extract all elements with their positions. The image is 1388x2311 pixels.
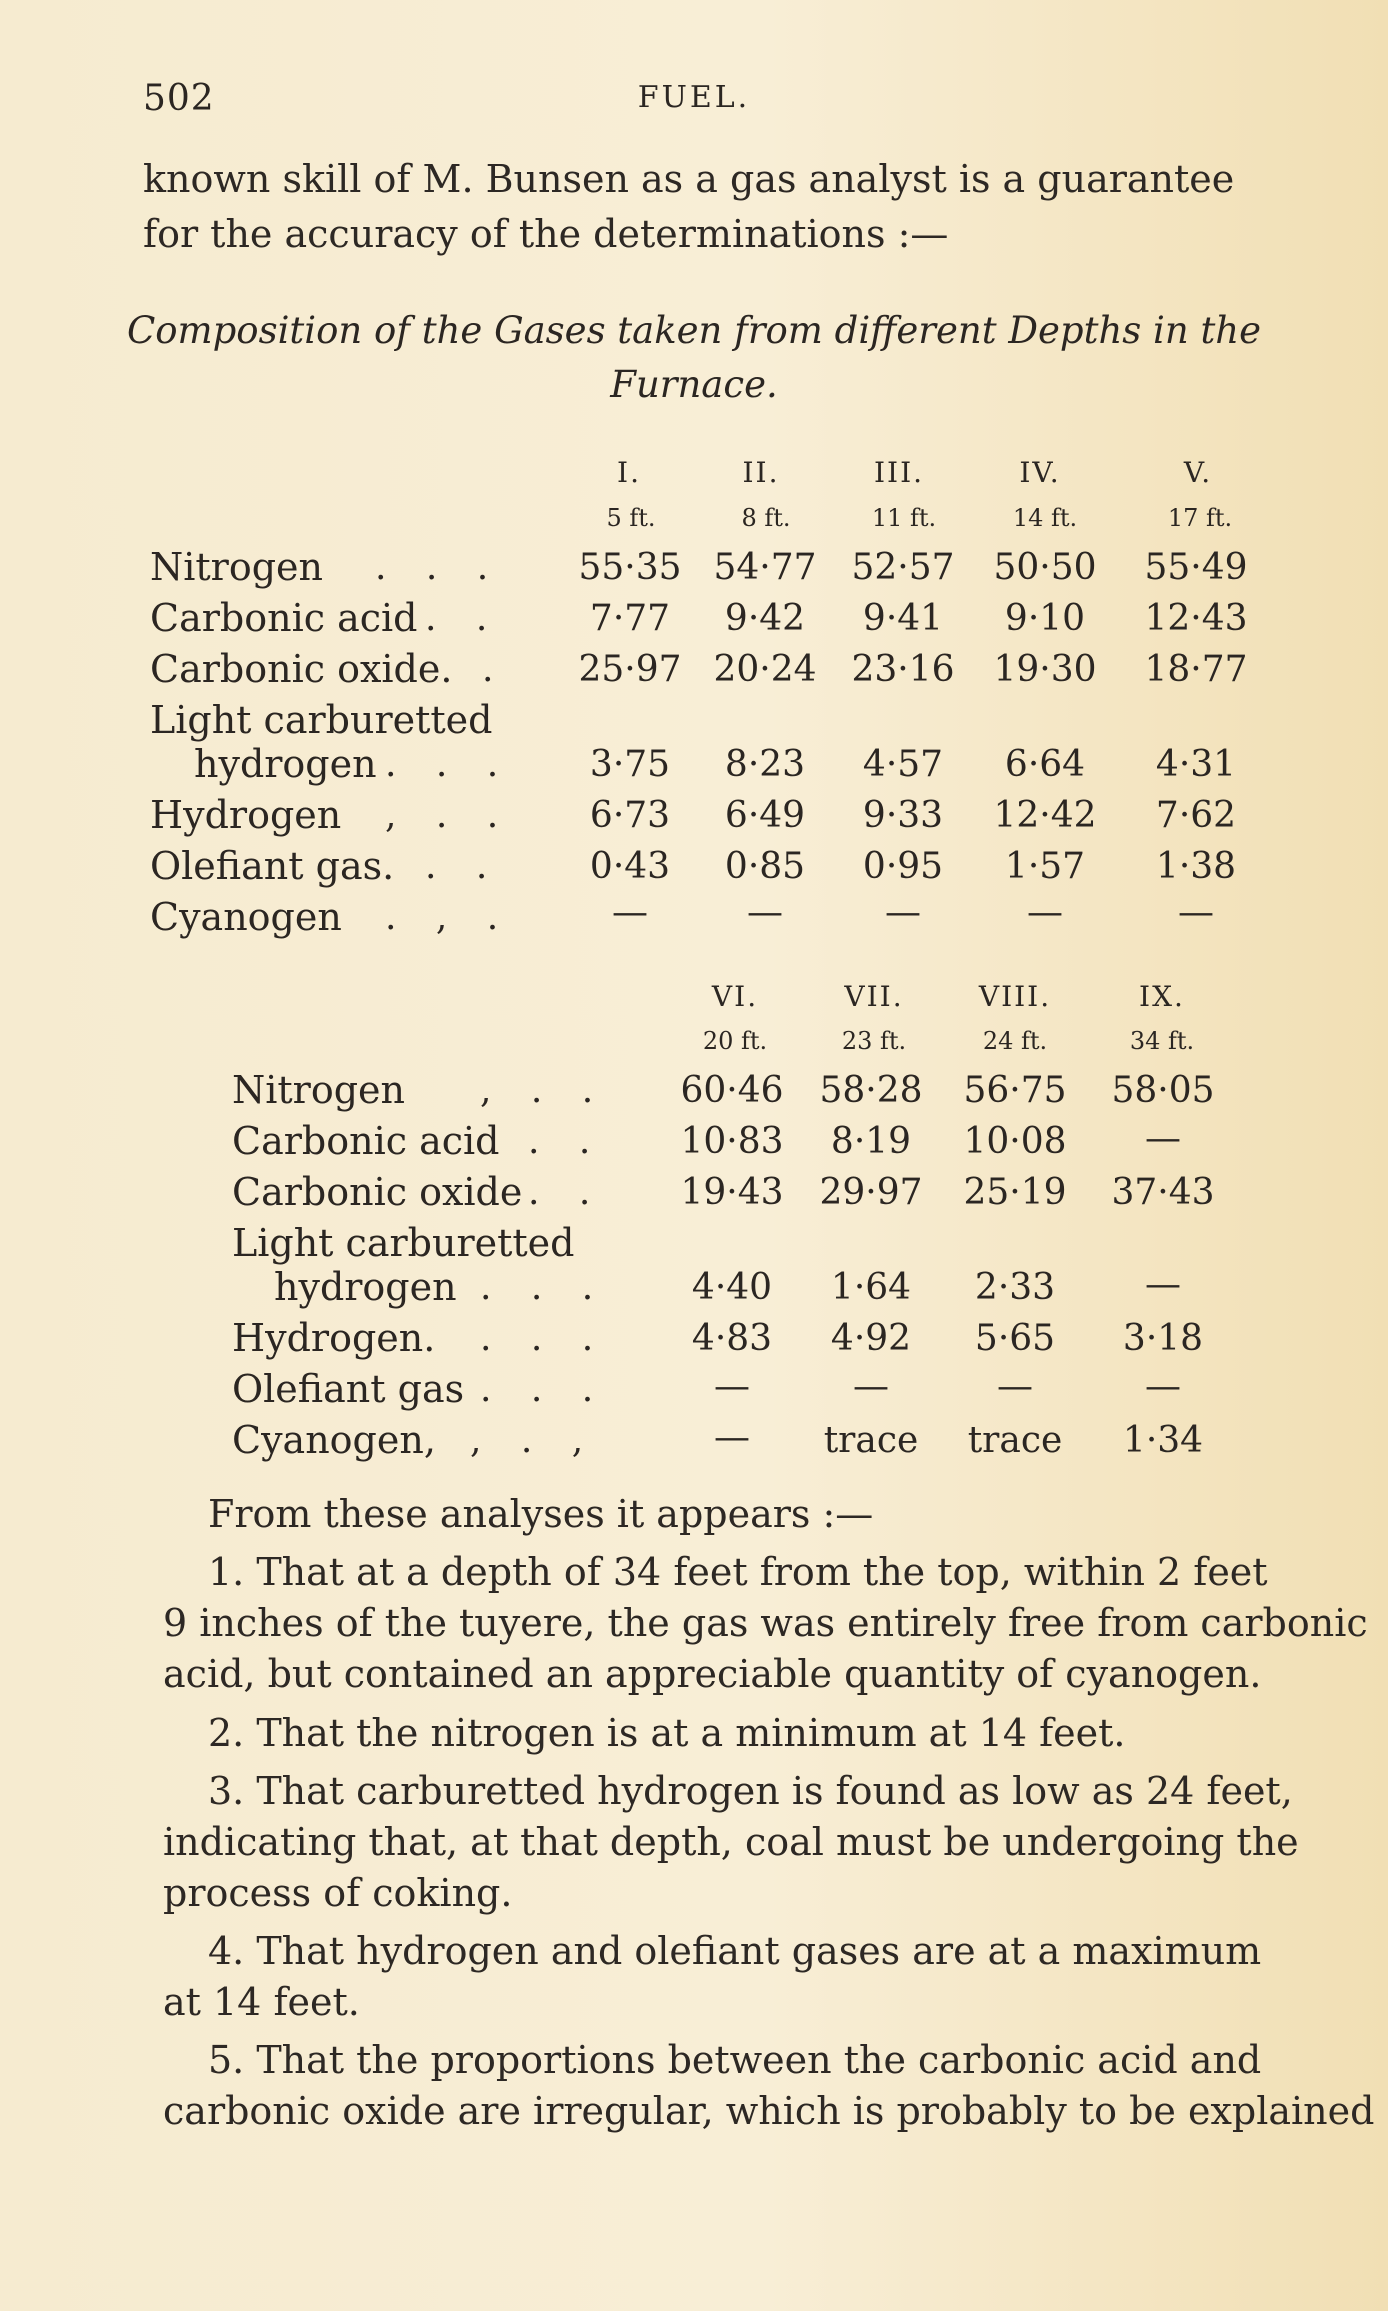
t2-cell: — xyxy=(1145,1264,1181,1305)
t1-row-label: Carbonic oxide. xyxy=(150,647,453,691)
t2-cell: — xyxy=(997,1366,1033,1407)
t1-cell: 7·77 xyxy=(589,598,671,639)
t1-cell: 1·57 xyxy=(1004,846,1086,887)
t1-cell: 55·49 xyxy=(1144,547,1248,588)
t1-cell: 55·35 xyxy=(578,547,682,588)
conclusion-line: acid, but contained an appreciable quantity of cyanogen. xyxy=(163,1652,1262,1696)
t1-col-depth: 14 ft. xyxy=(1012,504,1078,532)
t2-row-dots: . . . xyxy=(480,1369,608,1410)
t1-row-label: Light carburetted xyxy=(150,698,493,742)
t1-row-label: Olefiant gas. xyxy=(150,844,395,888)
t1-cell: 54·77 xyxy=(713,547,817,588)
t2-row-dots: . . xyxy=(528,1121,605,1162)
page-number: 502 xyxy=(143,78,215,119)
t1-cell: 12·42 xyxy=(993,795,1097,836)
t2-cell: 1·34 xyxy=(1122,1420,1204,1461)
t2-cell: 58·28 xyxy=(819,1070,923,1111)
t2-cell: 4·92 xyxy=(830,1318,912,1359)
t1-cell: 20·24 xyxy=(713,649,817,690)
t1-cell: 18·77 xyxy=(1144,649,1248,690)
t2-col-head: IX. xyxy=(1139,980,1185,1013)
t1-row-dots: . . xyxy=(425,846,502,887)
table-caption-line-1: Composition of the Gases taken from different Depths in the xyxy=(126,309,1262,352)
t1-row-dots: , . . xyxy=(385,795,513,836)
t2-cell: 2·33 xyxy=(974,1267,1056,1308)
t1-row-label: Hydrogen xyxy=(150,793,342,837)
t1-row-label-cont: hydrogen xyxy=(194,742,377,786)
t2-col-head: VI. xyxy=(711,980,759,1013)
t2-col-depth: 34 ft. xyxy=(1129,1027,1195,1055)
conclusion-line: indicating that, at that depth, coal must be undergoing the xyxy=(163,1820,1299,1864)
t2-cell: — xyxy=(1145,1366,1181,1407)
conclusion-line: 3. That carburetted hydrogen is found as low as 24 feet, xyxy=(208,1769,1293,1813)
t2-row-label-cont: hydrogen xyxy=(274,1265,457,1309)
conclusion-line: 9 inches of the tuyere, the gas was entirely free from carbonic xyxy=(163,1601,1368,1645)
t2-row-dots: . . . xyxy=(480,1318,608,1359)
t2-cell: — xyxy=(1145,1118,1181,1159)
t1-cell: 23·16 xyxy=(851,649,955,690)
t2-row-label: Light carburetted xyxy=(232,1221,575,1265)
t2-cell: 8·19 xyxy=(830,1121,912,1162)
t1-col-head: III. xyxy=(873,456,925,489)
t2-cell: trace xyxy=(823,1420,919,1461)
table-caption-line-2: Furnace. xyxy=(610,363,778,406)
t2-cell: 5·65 xyxy=(974,1318,1056,1359)
t2-cell: 19·43 xyxy=(680,1172,784,1213)
t1-cell: 50·50 xyxy=(993,547,1097,588)
t2-cell: 56·75 xyxy=(963,1070,1067,1111)
conclusion-line: process of coking. xyxy=(163,1871,513,1915)
t1-row-dots: . xyxy=(482,649,508,690)
conclusion-line: 5. That the proportions between the carbonic acid and xyxy=(208,2038,1262,2082)
t2-cell: 58·05 xyxy=(1111,1070,1215,1111)
t2-cell: — xyxy=(714,1366,750,1407)
t2-row-label: Carbonic acid xyxy=(232,1119,500,1163)
t2-cell: — xyxy=(714,1417,750,1458)
t2-row-dots: , . , xyxy=(470,1420,598,1461)
t1-row-label: Carbonic acid xyxy=(150,596,418,640)
t2-cell: 60·46 xyxy=(680,1070,784,1111)
t2-cell: 3·18 xyxy=(1122,1318,1204,1359)
t1-cell: 8·23 xyxy=(724,744,806,785)
t2-cell: 10·08 xyxy=(963,1121,1067,1162)
t2-row-label: Carbonic oxide xyxy=(232,1170,523,1214)
t2-cell: — xyxy=(853,1366,889,1407)
t1-row-dots: . . . xyxy=(375,547,503,588)
t1-cell: 9·33 xyxy=(862,795,944,836)
t1-cell: — xyxy=(612,892,648,933)
t1-cell: 9·42 xyxy=(724,598,806,639)
t1-col-depth: 11 ft. xyxy=(871,504,937,532)
conclusion-line: carbonic oxide are irregular, which is probably to be explained xyxy=(163,2089,1375,2133)
t1-cell: — xyxy=(747,892,783,933)
t1-cell: 1·38 xyxy=(1155,846,1237,887)
t1-col-head: I. xyxy=(617,456,641,489)
t1-cell: 4·57 xyxy=(862,744,944,785)
t1-cell: 9·10 xyxy=(1004,598,1086,639)
t2-row-dots: . . . xyxy=(480,1267,608,1308)
t1-cell: 6·49 xyxy=(724,795,806,836)
t1-cell: 9·41 xyxy=(862,598,944,639)
conclusion-lead: From these analyses it appears :— xyxy=(208,1492,874,1536)
t1-cell: 12·43 xyxy=(1144,598,1248,639)
conclusion-line: 2. That the nitrogen is at a minimum at 14 feet. xyxy=(208,1711,1126,1755)
t2-cell: 4·40 xyxy=(691,1267,773,1308)
t2-row-label: Hydrogen. xyxy=(232,1316,436,1360)
intro-line-1: known skill of M. Bunsen as a gas analyst is a guarantee xyxy=(143,157,1235,201)
t1-cell: 6·64 xyxy=(1004,744,1086,785)
t2-row-label: Nitrogen xyxy=(232,1068,406,1112)
t1-col-depth: 8 ft. xyxy=(741,504,791,532)
t1-cell: 4·31 xyxy=(1155,744,1237,785)
t2-col-head: VII. xyxy=(844,980,904,1013)
t1-cell: — xyxy=(1178,892,1214,933)
t1-cell: 6·73 xyxy=(589,795,671,836)
t1-cell: 7·62 xyxy=(1155,795,1237,836)
t1-row-dots: . , . xyxy=(385,897,513,938)
t1-row-label: Cyanogen xyxy=(150,895,342,939)
t1-row-dots: . . . xyxy=(385,744,513,785)
t2-cell: 25·19 xyxy=(963,1172,1067,1213)
t2-cell: 4·83 xyxy=(691,1318,773,1359)
t1-row-label: Nitrogen xyxy=(150,545,324,589)
t2-cell: 37·43 xyxy=(1111,1172,1215,1213)
t1-cell: — xyxy=(885,892,921,933)
t1-cell: 3·75 xyxy=(589,744,671,785)
t1-col-depth: 5 ft. xyxy=(606,504,656,532)
t2-row-dots: . . xyxy=(528,1172,605,1213)
t1-row-dots: . . xyxy=(425,598,502,639)
conclusion-line: 1. That at a depth of 34 feet from the top, within 2 feet xyxy=(208,1550,1268,1594)
t1-cell: — xyxy=(1027,892,1063,933)
conclusion-line: at 14 feet. xyxy=(163,1980,360,2024)
t1-col-head: IV. xyxy=(1019,456,1061,489)
t2-col-head: VIII. xyxy=(978,980,1052,1013)
t1-cell: 0·85 xyxy=(724,846,806,887)
t1-cell: 0·43 xyxy=(589,846,671,887)
t2-col-depth: 24 ft. xyxy=(982,1027,1048,1055)
t2-cell: 1·64 xyxy=(830,1267,912,1308)
t2-col-depth: 23 ft. xyxy=(841,1027,907,1055)
t1-cell: 25·97 xyxy=(578,649,682,690)
t2-cell: trace xyxy=(967,1420,1063,1461)
t1-cell: 0·95 xyxy=(862,846,944,887)
t2-row-label: Olefiant gas xyxy=(232,1367,465,1411)
running-title: FUEL. xyxy=(637,80,751,115)
t1-col-depth: 17 ft. xyxy=(1167,504,1233,532)
conclusion-line: 4. That hydrogen and olefiant gases are at a maximum xyxy=(208,1929,1262,1973)
t1-cell: 19·30 xyxy=(993,649,1097,690)
t2-row-dots: , . . xyxy=(480,1070,608,1111)
t2-cell: 29·97 xyxy=(819,1172,923,1213)
t2-row-label: Cyanogen, xyxy=(232,1418,436,1462)
t2-cell: 10·83 xyxy=(680,1121,784,1162)
t1-col-head: II. xyxy=(742,456,780,489)
t1-cell: 52·57 xyxy=(851,547,955,588)
intro-line-2: for the accuracy of the determinations :— xyxy=(143,212,949,256)
t1-col-head: V. xyxy=(1183,456,1213,489)
t2-col-depth: 20 ft. xyxy=(702,1027,768,1055)
